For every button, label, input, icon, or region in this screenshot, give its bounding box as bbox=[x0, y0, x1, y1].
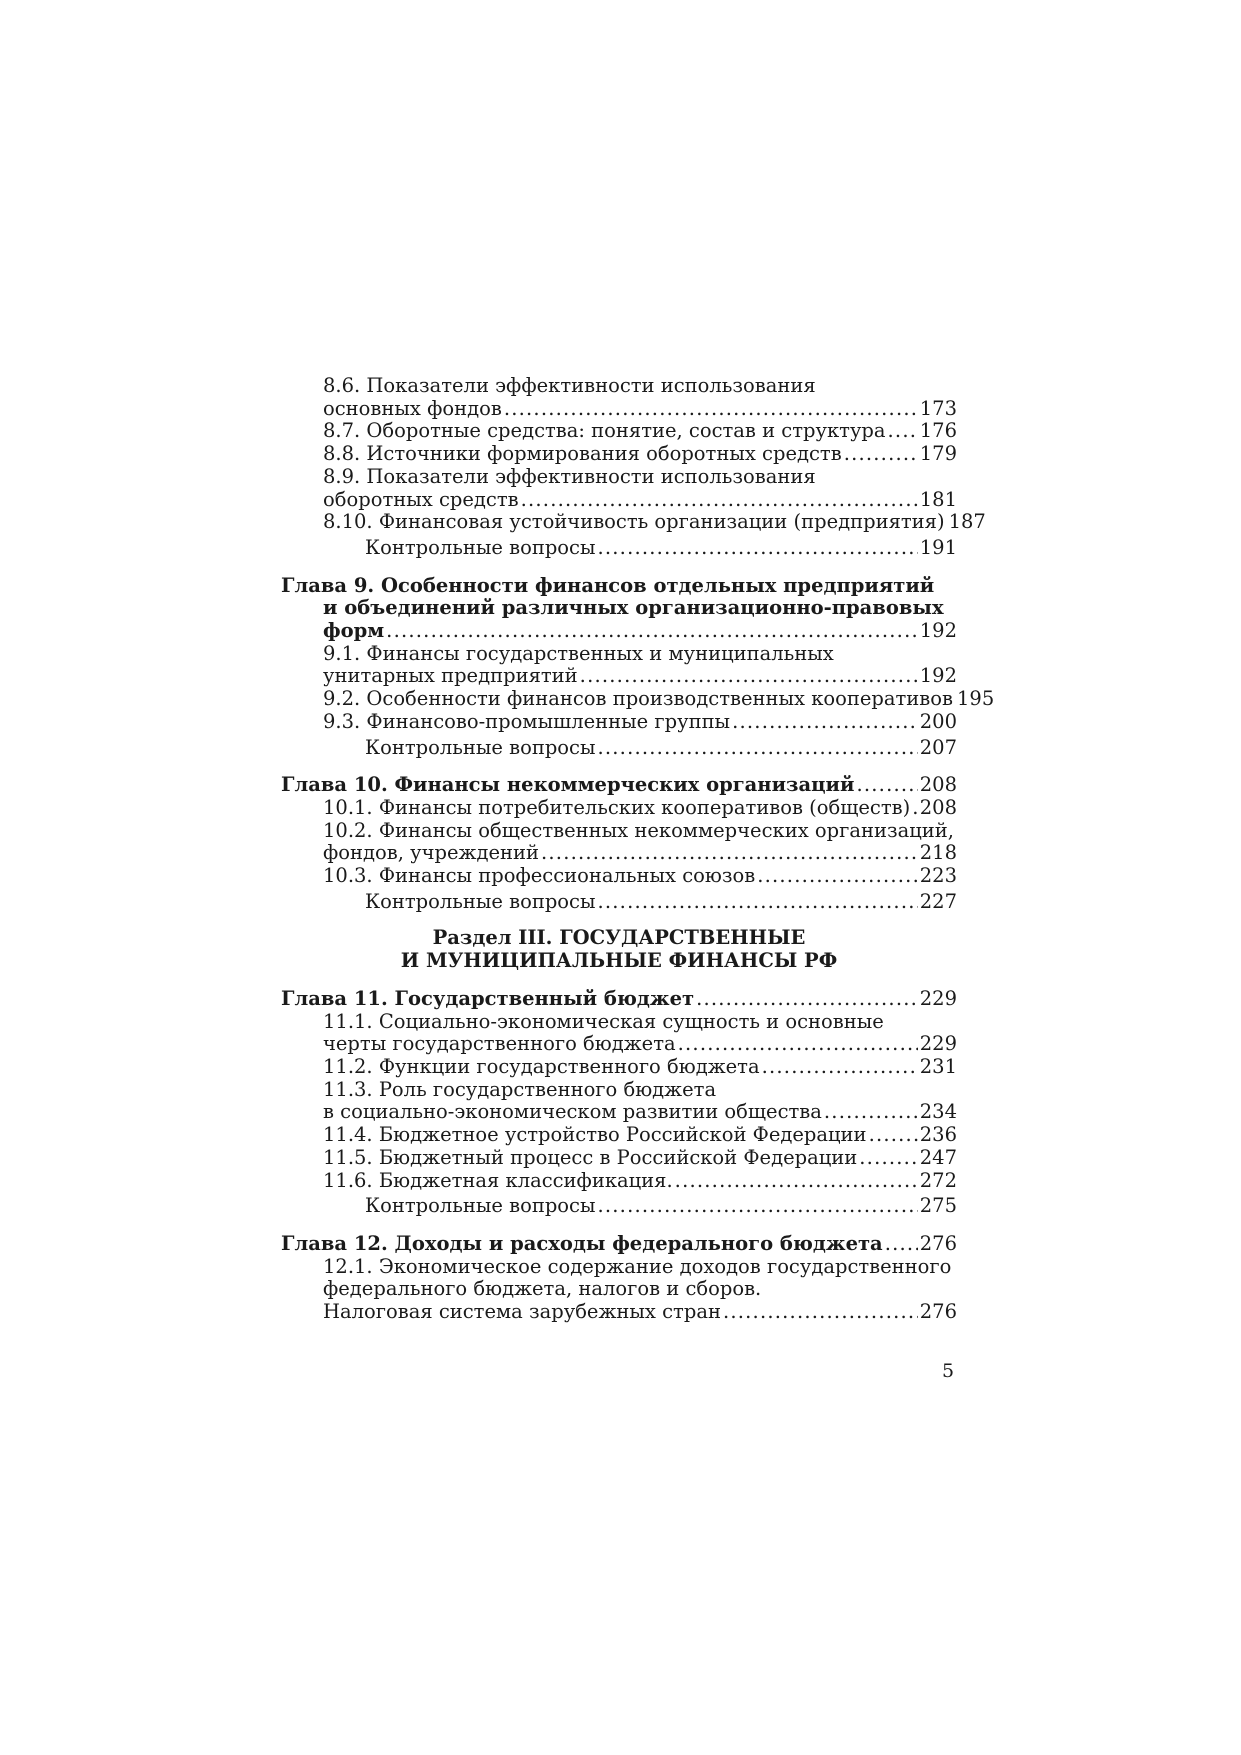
page-ref: 223 bbox=[919, 864, 957, 888]
chapter-title: Глава 11. Государственный бюджет bbox=[281, 986, 695, 1010]
dot-leader bbox=[597, 1195, 917, 1218]
page-ref: 218 bbox=[919, 841, 957, 865]
page-ref: 234 bbox=[919, 1100, 957, 1124]
toc-entry-control-questions-11[interactable] bbox=[281, 1195, 957, 1218]
chapter-title: и объединений различных организационно-правовых bbox=[323, 596, 944, 620]
entry-title: 8.6. Показатели эффективности использования bbox=[323, 374, 816, 397]
page-ref: 272 bbox=[919, 1168, 957, 1192]
toc-entry-11-1[interactable] bbox=[281, 1011, 957, 1034]
entry-title: 11.4. Бюджетное устройство Российской Федерации bbox=[323, 1123, 867, 1147]
toc-entry-8-7[interactable] bbox=[281, 420, 957, 443]
dot-leader bbox=[504, 398, 918, 421]
entry-title: унитарных предприятий bbox=[323, 664, 578, 688]
dot-leader bbox=[521, 489, 918, 512]
toc-entry-8-8[interactable] bbox=[281, 443, 957, 466]
page-ref: 227 bbox=[919, 889, 957, 913]
entry-title: 9.2. Особенности финансов производственных кооперативов bbox=[323, 687, 953, 711]
toc-entry-10-1[interactable] bbox=[281, 797, 957, 820]
chapter-title: Глава 10. Финансы некоммерческих организаций bbox=[281, 773, 855, 797]
toc-chapter-9-cont2[interactable] bbox=[281, 620, 957, 643]
entry-title: черты государственного бюджета bbox=[323, 1032, 676, 1056]
page-ref: 229 bbox=[919, 986, 957, 1010]
toc-entry-8-10[interactable] bbox=[281, 510, 986, 534]
toc-entry-8-9[interactable] bbox=[281, 466, 957, 489]
dot-leader bbox=[597, 537, 917, 560]
toc-chapter-11[interactable] bbox=[281, 988, 957, 1011]
toc-entry-12-1-cont2[interactable] bbox=[281, 1301, 957, 1324]
entry-title: фондов, учреждений bbox=[323, 841, 539, 865]
entry-title: оборотных средств bbox=[323, 487, 519, 511]
toc-chapter-12[interactable] bbox=[281, 1233, 957, 1256]
dot-leader bbox=[757, 865, 918, 888]
toc-entry-11-3-cont[interactable] bbox=[281, 1101, 957, 1124]
entry-title: 10.3. Финансы профессиональных союзов bbox=[323, 864, 756, 888]
toc-entry-11-4[interactable] bbox=[281, 1124, 957, 1147]
entry-title: 8.7. Оборотные средства: понятие, состав и структура bbox=[323, 419, 886, 443]
dot-leader bbox=[762, 1056, 918, 1079]
entry-title: федерального бюджета, налогов и сборов. bbox=[323, 1277, 762, 1301]
toc-entry-control-questions-8[interactable] bbox=[281, 537, 957, 560]
dot-leader bbox=[386, 620, 918, 643]
toc-entry-10-2-cont[interactable] bbox=[281, 842, 957, 865]
chapter-title: форм bbox=[323, 619, 385, 643]
dot-leader bbox=[696, 988, 918, 1011]
toc-chapter-9-cont[interactable] bbox=[281, 597, 957, 620]
dot-leader bbox=[912, 797, 918, 820]
dot-leader bbox=[597, 891, 917, 914]
page-ref: 179 bbox=[919, 442, 957, 466]
page-ref: 187 bbox=[948, 510, 986, 534]
section-heading bbox=[281, 927, 957, 972]
page-ref: 231 bbox=[919, 1054, 957, 1078]
chapter-title: Глава 12. Доходы и расходы федерального бюджета bbox=[281, 1231, 883, 1255]
entry-title: Контрольные вопросы bbox=[365, 889, 596, 913]
toc-entry-9-1[interactable] bbox=[281, 643, 957, 666]
page-ref: 200 bbox=[919, 709, 957, 733]
dot-leader bbox=[824, 1101, 918, 1124]
dot-leader bbox=[885, 1233, 918, 1256]
page-ref: 276 bbox=[919, 1300, 957, 1324]
toc-entry-11-3[interactable] bbox=[281, 1079, 957, 1102]
toc-entry-9-3[interactable] bbox=[281, 711, 957, 734]
entry-title: 9.1. Финансы государственных и муниципальных bbox=[323, 641, 834, 665]
page-ref: 181 bbox=[919, 487, 957, 511]
dot-leader bbox=[732, 711, 918, 734]
toc-entry-11-2[interactable] bbox=[281, 1056, 957, 1079]
dot-leader bbox=[869, 1124, 918, 1147]
dot-leader bbox=[541, 842, 918, 865]
page-ref: 191 bbox=[919, 535, 957, 559]
page-ref: 192 bbox=[919, 619, 957, 643]
toc-entry-12-1[interactable] bbox=[281, 1256, 957, 1279]
toc-entry-10-2[interactable] bbox=[281, 820, 957, 843]
page-ref: 208 bbox=[919, 773, 957, 797]
entry-title: Контрольные вопросы bbox=[365, 735, 596, 759]
chapter-title: Глава 9. Особенности финансов отдельных предприятий bbox=[281, 573, 935, 597]
dot-leader bbox=[856, 774, 917, 797]
dot-leader bbox=[675, 1170, 918, 1193]
toc-entry-control-questions-9[interactable] bbox=[281, 737, 957, 760]
dot-leader bbox=[678, 1033, 918, 1056]
page-ref: 276 bbox=[919, 1231, 957, 1255]
entry-title: в социально-экономическом развитии общества bbox=[323, 1100, 822, 1124]
toc-entry-control-questions-10[interactable] bbox=[281, 891, 957, 914]
entry-title: 11.3. Роль государственного бюджета bbox=[323, 1077, 717, 1101]
toc-entry-11-1-cont[interactable] bbox=[281, 1033, 957, 1056]
dot-leader bbox=[859, 1147, 917, 1170]
toc-entry-11-5[interactable] bbox=[281, 1147, 957, 1170]
entry-title: 8.9. Показатели эффективности использования bbox=[323, 464, 816, 488]
entry-title: 8.8. Источники формирования оборотных средств bbox=[323, 442, 842, 466]
entry-title: Налоговая система зарубежных стран bbox=[323, 1300, 721, 1324]
dot-leader bbox=[597, 737, 917, 760]
entry-title: Контрольные вопросы bbox=[365, 1194, 596, 1218]
dot-leader bbox=[888, 420, 918, 443]
page-number: 5 bbox=[942, 1360, 955, 1382]
entry-title: 12.1. Экономическое содержание доходов государственного bbox=[323, 1254, 952, 1278]
toc-chapter-10[interactable] bbox=[281, 774, 957, 797]
toc-entry-11-6[interactable] bbox=[281, 1170, 957, 1193]
toc-entry-8-9-cont[interactable] bbox=[281, 489, 957, 512]
dot-leader bbox=[844, 443, 918, 466]
page-ref: 247 bbox=[919, 1145, 957, 1169]
toc-entry-8-6-cont[interactable] bbox=[281, 398, 957, 421]
toc-entry-10-3[interactable] bbox=[281, 865, 957, 888]
page-ref: 195 bbox=[957, 687, 995, 711]
entry-title: Контрольные вопросы bbox=[365, 535, 596, 559]
entry-title: 11.1. Социально-экономическая сущность и основные bbox=[323, 1009, 884, 1033]
entry-title: 11.6. Бюджетная классификация. bbox=[323, 1168, 673, 1192]
page-ref: 192 bbox=[919, 664, 957, 688]
entry-title: 11.5. Бюджетный процесс в Российской Федерации bbox=[323, 1145, 858, 1169]
page-ref: 236 bbox=[919, 1123, 957, 1147]
page-ref: 208 bbox=[919, 795, 957, 819]
entry-title: 9.3. Финансово-промышленные группы bbox=[323, 709, 731, 733]
dot-leader bbox=[580, 665, 918, 688]
page-ref: 275 bbox=[919, 1194, 957, 1218]
table-of-contents bbox=[281, 374, 995, 1324]
entry-title: 10.1. Финансы потребительских кооперативов (обществ) bbox=[323, 795, 911, 819]
entry-title: основных фондов bbox=[323, 396, 502, 420]
section-heading-line-1: Раздел III. ГОСУДАРСТВЕННЫЕ bbox=[432, 926, 806, 950]
dot-leader bbox=[723, 1301, 918, 1324]
toc-entry-12-1-cont[interactable] bbox=[281, 1278, 957, 1301]
toc-entry-9-2[interactable] bbox=[281, 687, 995, 711]
entry-title: 11.2. Функции государственного бюджета bbox=[323, 1054, 760, 1078]
toc-entry-9-1-cont[interactable] bbox=[281, 665, 957, 688]
entry-title: 8.10. Финансовая устойчивость организации (предприятия) bbox=[323, 510, 945, 534]
page-ref: 176 bbox=[919, 419, 957, 443]
section-heading-line-2: И МУНИЦИПАЛЬНЫЕ ФИНАНСЫ РФ bbox=[400, 949, 838, 973]
toc-entry-8-6[interactable] bbox=[281, 375, 957, 398]
toc-chapter-9[interactable] bbox=[281, 575, 957, 598]
page-ref: 229 bbox=[919, 1032, 957, 1056]
entry-title: 10.2. Финансы общественных некоммерческих организаций, bbox=[323, 818, 954, 842]
page-ref: 173 bbox=[919, 396, 957, 420]
page-ref: 207 bbox=[919, 735, 957, 759]
